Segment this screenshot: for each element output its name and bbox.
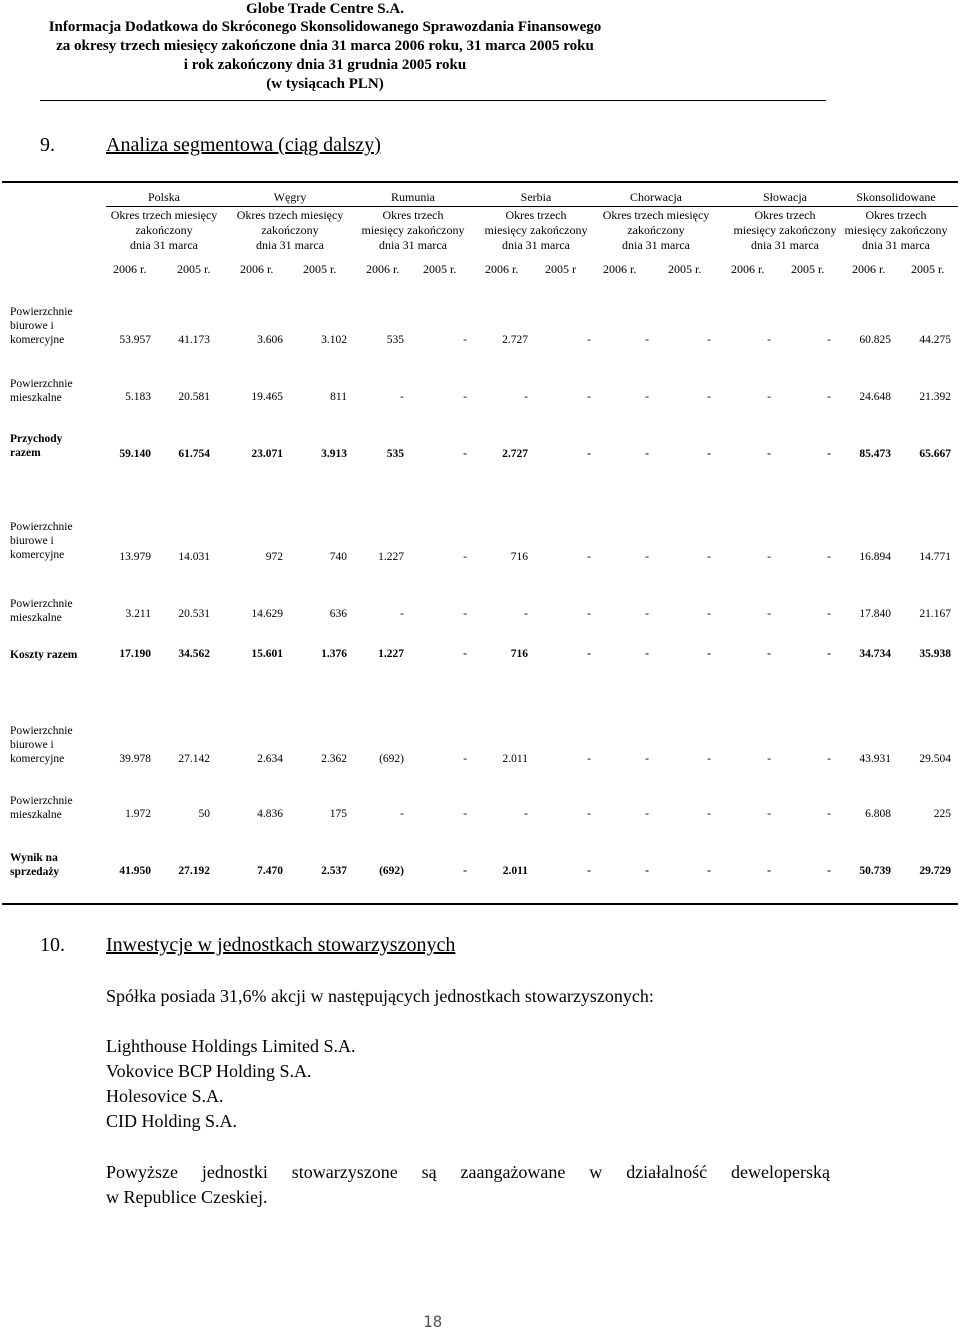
report-title: Informacja Dodatkowa do Skróconego Skonsolidowanego Sprawozdania Finansowego	[48, 19, 602, 35]
row-label: biurowe i	[10, 739, 54, 751]
associate-entity: CID Holding S.A.	[106, 1111, 238, 1131]
header-rule	[40, 100, 826, 101]
table-cell: -	[767, 648, 771, 660]
year-header: 2005 r.	[177, 262, 211, 276]
row-label: razem	[10, 447, 41, 459]
table-cell: -	[707, 753, 711, 765]
table-cell: 1.376	[321, 648, 347, 660]
section-9-title: Analiza segmentowa (ciąg dalszy)	[106, 134, 381, 156]
table-cell: -	[707, 808, 711, 820]
table-cell: -	[463, 808, 467, 820]
table-cell: -	[463, 391, 467, 403]
table-cell: 20.531	[178, 608, 210, 620]
table-cell: 811	[330, 391, 347, 403]
table-cell: 6.808	[865, 808, 891, 820]
period-header: dnia 31 marca	[622, 238, 690, 252]
table-cell: 53.957	[119, 334, 151, 346]
year-header: 2005 r.	[911, 262, 945, 276]
table-cell: 21.167	[919, 608, 951, 620]
associate-entity: Holesovice S.A.	[106, 1086, 224, 1106]
table-cell: (692)	[379, 753, 404, 765]
table-cell: -	[463, 753, 467, 765]
table-cell: -	[827, 865, 831, 877]
year-header: 2006 r.	[113, 262, 147, 276]
section-10-number: 10.	[40, 934, 65, 956]
row-label: Przychody	[10, 433, 63, 445]
table-cell: 61.754	[178, 448, 210, 460]
table-cell: 15.601	[251, 648, 283, 660]
period-header: Okres trzech miesięcy	[236, 208, 344, 222]
company-name: Globe Trade Centre S.A.	[246, 1, 404, 17]
table-cell: 50.739	[859, 865, 891, 877]
table-cell: (692)	[379, 865, 404, 877]
table-cell: -	[827, 753, 831, 765]
row-label: sprzedaży	[10, 866, 60, 878]
table-cell: 29.729	[919, 865, 951, 877]
table-cell: -	[645, 753, 649, 765]
table-cell: -	[587, 391, 591, 403]
table-cell: -	[587, 753, 591, 765]
period-header: Okres trzech	[382, 208, 444, 222]
period-header: zakończony	[261, 223, 319, 237]
year-header: 2006 r.	[240, 262, 274, 276]
table-cell: 972	[265, 551, 283, 563]
year-header: 2005 r.	[668, 262, 702, 276]
table-cell: -	[707, 334, 711, 346]
table-cell: -	[587, 865, 591, 877]
associates-location: w Republice Czeskiej.	[106, 1187, 268, 1207]
period-header: dnia 31 marca	[502, 238, 570, 252]
country-header: Rumunia	[391, 190, 435, 204]
table-cell: -	[645, 865, 649, 877]
country-header: Słowacja	[763, 190, 807, 204]
row-label: Powierzchnie	[10, 306, 73, 318]
table-cell: -	[767, 334, 771, 346]
table-cell: 3.102	[321, 334, 347, 346]
associate-entity: Lighthouse Holdings Limited S.A.	[106, 1036, 356, 1056]
period-header: miesięcy zakończony	[844, 223, 948, 237]
section-10-title: Inwestycje w jednostkach stowarzyszonych	[106, 934, 456, 956]
table-cell: 2.727	[502, 334, 528, 346]
table-cell: -	[827, 334, 831, 346]
year-header: 2006 r.	[366, 262, 400, 276]
table-cell: -	[767, 608, 771, 620]
table-cell: -	[645, 448, 649, 460]
table-cell: -	[524, 808, 528, 820]
section-9-number: 9.	[40, 134, 55, 156]
row-label: mieszkalne	[10, 809, 62, 821]
table-cell: -	[707, 608, 711, 620]
period-header: Okres trzech	[754, 208, 816, 222]
country-header: Serbia	[520, 190, 552, 204]
period-header: Okres trzech miesięcy	[110, 208, 218, 222]
table-cell: 636	[329, 608, 347, 620]
table-cell: -	[587, 448, 591, 460]
table-cell: -	[767, 865, 771, 877]
table-cell: -	[827, 551, 831, 563]
page-number: 18	[423, 1312, 443, 1331]
table-cell: 14.771	[919, 551, 951, 563]
table-cell: 21.392	[919, 391, 951, 403]
table-cell: 2.727	[502, 448, 528, 460]
table-cell: -	[463, 551, 467, 563]
table-cell: 44.275	[919, 334, 951, 346]
table-cell: 35.938	[919, 648, 951, 660]
row-label: Powierzchnie	[10, 521, 73, 533]
period-header: miesięcy zakończony	[361, 223, 465, 237]
report-periods: za okresy trzech miesięcy zakończone dnia 31 marca 2006 roku, 31 marca 2005 roku	[56, 38, 594, 54]
table-cell: 740	[329, 551, 347, 563]
row-label: biurowe i	[10, 320, 54, 332]
table-cell: -	[645, 334, 649, 346]
row-label: komercyjne	[10, 334, 65, 346]
period-header: Okres trzech	[865, 208, 927, 222]
table-cell: 41.950	[119, 865, 151, 877]
table-cell: 60.825	[859, 334, 891, 346]
table-cell: 65.667	[919, 448, 951, 460]
table-cell: 225	[933, 808, 951, 820]
table-cell: -	[587, 608, 591, 620]
row-label: mieszkalne	[10, 612, 62, 624]
table-cell: 14.031	[178, 551, 210, 563]
year-header: 2005 r	[545, 262, 576, 276]
country-header: Chorwacja	[630, 190, 682, 204]
table-cell: 41.173	[178, 334, 210, 346]
period-header: dnia 31 marca	[751, 238, 819, 252]
table-cell: 50	[198, 808, 210, 820]
associates-intro: Spółka posiada 31,6% akcji w następujących jednostkach stowarzyszonych:	[106, 986, 654, 1006]
table-cell: -	[524, 391, 528, 403]
year-header: 2006 r.	[485, 262, 519, 276]
table-cell: -	[463, 865, 467, 877]
table-cell: -	[645, 608, 649, 620]
period-header: miesięcy zakończony	[484, 223, 588, 237]
table-cell: 2.011	[502, 865, 528, 877]
row-label: Powierzchnie	[10, 598, 73, 610]
table-cell: 175	[329, 808, 347, 820]
table-cell: 716	[510, 551, 528, 563]
table-cell: -	[463, 648, 467, 660]
period-header: miesięcy zakończony	[733, 223, 837, 237]
table-cell: 2.362	[321, 753, 347, 765]
country-separator	[106, 206, 958, 207]
table-cell: -	[645, 391, 649, 403]
table-top-rule	[2, 181, 958, 183]
table-cell: 2.537	[321, 865, 347, 877]
table-cell: -	[400, 608, 404, 620]
table-cell: 5.183	[125, 391, 151, 403]
table-cell: 535	[386, 448, 404, 460]
table-cell: 85.473	[859, 448, 891, 460]
table-cell: 3.211	[125, 608, 151, 620]
year-header: 2005 r.	[423, 262, 457, 276]
year-header: 2005 r.	[791, 262, 825, 276]
table-cell: 19.465	[251, 391, 283, 403]
table-cell: 3.606	[257, 334, 283, 346]
table-cell: 13.979	[119, 551, 151, 563]
period-header: dnia 31 marca	[862, 238, 930, 252]
table-cell: 1.227	[378, 648, 404, 660]
table-cell: 1.227	[378, 551, 404, 563]
table-cell: -	[400, 391, 404, 403]
row-label: komercyjne	[10, 549, 65, 561]
year-header: 2006 r.	[852, 262, 886, 276]
table-cell: 1.972	[125, 808, 151, 820]
table-cell: -	[463, 448, 467, 460]
table-cell: 59.140	[119, 448, 151, 460]
row-label: Powierzchnie	[10, 378, 73, 390]
table-cell: -	[707, 865, 711, 877]
table-cell: 2.634	[257, 753, 283, 765]
table-cell: 716	[510, 648, 528, 660]
row-label: komercyjne	[10, 753, 65, 765]
period-header: zakończony	[627, 223, 685, 237]
table-cell: -	[767, 753, 771, 765]
row-label: Wynik na	[10, 852, 58, 864]
table-cell: -	[827, 448, 831, 460]
period-header: zakończony	[135, 223, 193, 237]
table-cell: 535	[386, 334, 404, 346]
table-cell: 20.581	[178, 391, 210, 403]
table-cell: -	[587, 551, 591, 563]
table-cell: -	[707, 448, 711, 460]
table-cell: 2.011	[502, 753, 528, 765]
table-cell: 34.734	[859, 648, 891, 660]
table-cell: -	[707, 391, 711, 403]
table-cell: 23.071	[251, 448, 283, 460]
table-cell: 27.192	[178, 865, 210, 877]
table-cell: -	[645, 648, 649, 660]
period-header: dnia 31 marca	[256, 238, 324, 252]
table-cell: 43.931	[859, 753, 891, 765]
table-cell: -	[827, 391, 831, 403]
table-cell: 29.504	[919, 753, 951, 765]
table-cell: -	[827, 648, 831, 660]
table-cell: -	[587, 808, 591, 820]
table-cell: 7.470	[257, 865, 283, 877]
table-cell: -	[463, 608, 467, 620]
row-label: Powierzchnie	[10, 795, 73, 807]
associate-entity: Vokovice BCP Holding S.A.	[106, 1061, 312, 1081]
table-cell: -	[767, 448, 771, 460]
row-label: mieszkalne	[10, 392, 62, 404]
table-cell: -	[645, 551, 649, 563]
period-header: Okres trzech	[505, 208, 567, 222]
country-header: Skonsolidowane	[856, 190, 936, 204]
table-cell: 17.840	[859, 608, 891, 620]
table-cell: -	[645, 808, 649, 820]
table-cell: -	[587, 648, 591, 660]
table-cell: -	[707, 551, 711, 563]
table-cell: -	[767, 551, 771, 563]
associates-activity: Powyższe jednostki stowarzyszone są zaangażowane w działalność deweloperską	[106, 1162, 830, 1182]
table-cell: 17.190	[119, 648, 151, 660]
table-bottom-rule	[2, 903, 958, 905]
table-cell: -	[707, 648, 711, 660]
table-cell: 24.648	[859, 391, 891, 403]
table-cell: -	[524, 608, 528, 620]
table-cell: 3.913	[321, 448, 347, 460]
table-cell: 27.142	[178, 753, 210, 765]
row-label: Koszty razem	[10, 649, 78, 661]
period-header: dnia 31 marca	[130, 238, 198, 252]
row-label: biurowe i	[10, 535, 54, 547]
row-label: Powierzchnie	[10, 725, 73, 737]
period-header: dnia 31 marca	[379, 238, 447, 252]
table-cell: -	[827, 808, 831, 820]
table-cell: 14.629	[251, 608, 283, 620]
table-cell: 16.894	[859, 551, 891, 563]
table-cell: -	[463, 334, 467, 346]
table-cell: -	[587, 334, 591, 346]
year-header: 2006 r.	[731, 262, 765, 276]
table-cell: -	[827, 608, 831, 620]
country-header: Polska	[147, 190, 180, 204]
year-header: 2005 r.	[303, 262, 337, 276]
year-header: 2006 r.	[603, 262, 637, 276]
table-cell: 39.978	[119, 753, 151, 765]
table-cell: 34.562	[178, 648, 210, 660]
country-header: Węgry	[273, 190, 307, 204]
table-cell: -	[767, 391, 771, 403]
report-periods-cont: i rok zakończony dnia 31 grudnia 2005 roku	[183, 57, 467, 73]
currency-unit: (w tysiącach PLN)	[266, 76, 384, 92]
table-cell: 4.836	[257, 808, 283, 820]
table-cell: -	[767, 808, 771, 820]
period-header: Okres trzech miesięcy	[602, 208, 710, 222]
table-cell: -	[400, 808, 404, 820]
